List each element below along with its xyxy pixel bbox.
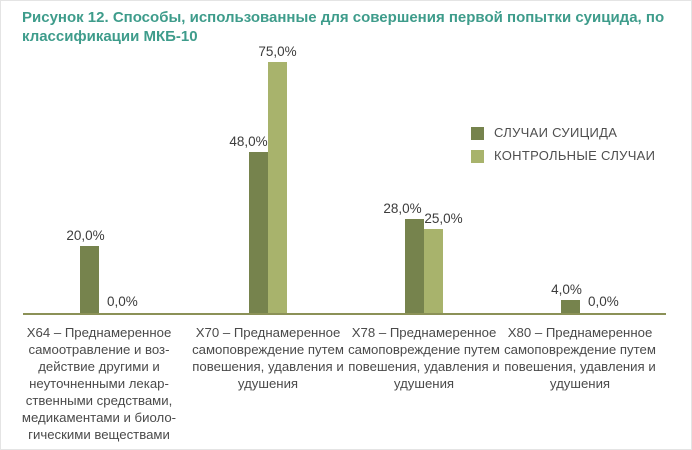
legend-label-suicide-cases: СЛУЧАИ СУИЦИДА xyxy=(494,125,618,140)
category-label-x64 xyxy=(18,324,180,443)
category-label-x80 xyxy=(499,324,661,392)
figure-title-line-2: классификации МКБ-10 xyxy=(22,28,198,45)
category-label-line: повешения, удавления и xyxy=(504,359,656,374)
category-label-line: повешения, удавления и xyxy=(348,359,500,374)
legend-label-control-cases: КОНТРОЛЬНЫЕ СЛУЧАИ xyxy=(494,148,656,163)
category-label-line: удушения xyxy=(393,376,455,391)
value-label-control-cases-x64: 0,0% xyxy=(107,294,138,309)
category-label-line: действие другими и xyxy=(38,359,160,374)
figure-title-line-1: Рисунок 12. Способы, использованные для совершения первой попытки суицида, по xyxy=(22,9,665,26)
legend xyxy=(471,126,655,172)
bar-suicide-cases-x78 xyxy=(405,219,424,313)
category-label-x70 xyxy=(187,324,349,392)
bar-suicide-cases-x64 xyxy=(80,246,99,313)
category-label-line: удушения xyxy=(549,376,611,391)
category-label-x78 xyxy=(343,324,505,392)
value-label-suicide-cases-x64: 20,0% xyxy=(66,228,105,243)
value-label-suicide-cases-x70: 48,0% xyxy=(229,134,268,149)
category-label-line: самоповреждение путем xyxy=(192,342,344,357)
category-label-line: X64 – Преднамеренное xyxy=(26,325,172,340)
value-label-control-cases-x70: 75,0% xyxy=(258,44,297,59)
bar-suicide-cases-x70 xyxy=(249,152,268,313)
bar-control-cases-x70 xyxy=(268,62,287,313)
bar-control-cases-x78 xyxy=(424,229,443,313)
plot-area xyxy=(1,1,692,450)
category-label-line: медикаментами и биоло- xyxy=(21,410,177,425)
category-label-line: ственными средствами, xyxy=(25,393,173,408)
value-label-control-cases-x78: 25,0% xyxy=(424,211,463,226)
category-label-line: X80 – Преднамеренное xyxy=(507,325,653,340)
x-axis-line xyxy=(23,313,666,315)
category-label-line: повешения, удавления и xyxy=(192,359,344,374)
value-label-suicide-cases-x80: 4,0% xyxy=(551,282,582,297)
category-label-line: самоотравление и воз- xyxy=(28,342,170,357)
category-label-line: неуточненными лекар- xyxy=(29,376,169,391)
category-label-line: удушения xyxy=(237,376,299,391)
bar-suicide-cases-x80 xyxy=(561,300,580,313)
value-label-control-cases-x80: 0,0% xyxy=(588,294,619,309)
value-label-suicide-cases-x78: 28,0% xyxy=(383,201,422,216)
category-label-line: X70 – Преднамеренное xyxy=(195,325,341,340)
legend-item-control-cases xyxy=(471,149,655,163)
category-label-line: X78 – Преднамеренное xyxy=(351,325,497,340)
category-label-line: самоповреждение путем xyxy=(348,342,500,357)
legend-swatch-control-cases xyxy=(471,150,484,163)
legend-item-suicide-cases xyxy=(471,126,655,140)
category-label-line: гическими веществами xyxy=(28,427,170,442)
category-label-line: самоповреждение путем xyxy=(504,342,656,357)
legend-swatch-suicide-cases xyxy=(471,127,484,140)
